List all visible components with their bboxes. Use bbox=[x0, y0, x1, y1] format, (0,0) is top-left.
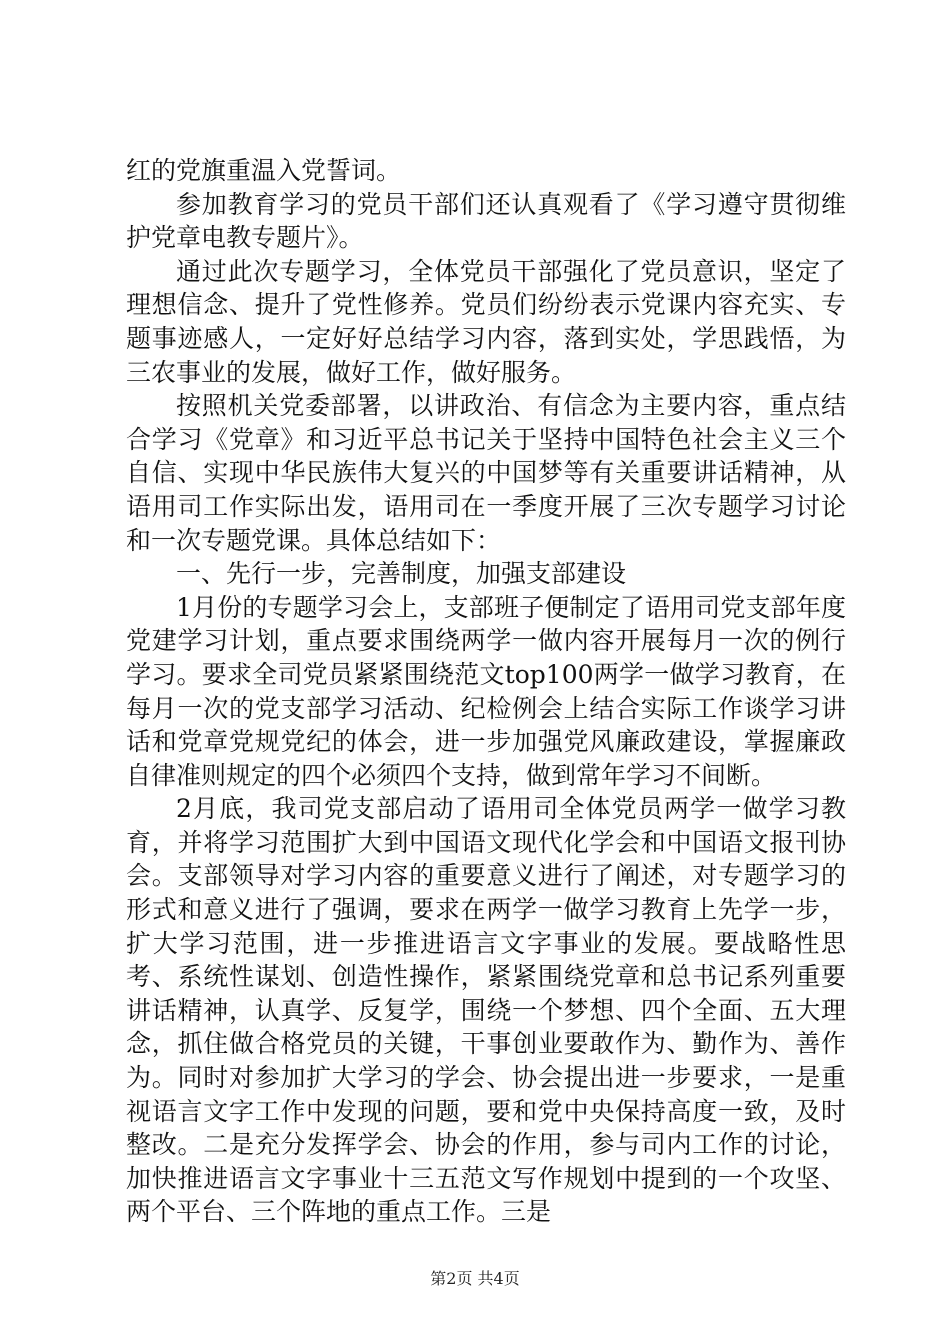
paragraph-2: 参加教育学习的党员干部们还认真观看了《学习遵守贯彻维护党章电教专题片》。 bbox=[126, 189, 846, 253]
document-body bbox=[126, 154, 846, 1229]
paragraph-3: 通过此次专题学习，全体党员干部强化了党员意识，坚定了理想信念、提升了党性修养。党员们纷纷表示党课内容充实、专题事迹感人，一定好好总结学习内容，落到实处，学思践悟，为三农事业的发展，做好工作，做好服务。 bbox=[126, 256, 846, 387]
paragraph-4: 按照机关党委部署，以讲政治、有信念为主要内容，重点结合学习《党章》和习近平总书记关于坚持中国特色社会主义三个自信、实现中华民族伟大复兴的中国梦等有关重要讲话精神，从语用司工作实际出发，语用司在一季度开展了三次专题学习讨论和一次专题党课。具体总结如下： bbox=[126, 391, 846, 555]
paragraph-1: 红的党旗重温入党誓词。 bbox=[126, 156, 402, 185]
section-heading: 一、先行一步，完善制度，加强支部建设 bbox=[176, 559, 627, 589]
paragraph-7: 2月底，我司党支部启动了语用司全体党员两学一做学习教育，并将学习范围扩大到中国语文现代化学会和中国语文报刊协会。支部领导对学习内容的重要意义进行了阐述，对专题学习的形式和意义进行了强调，要求在两学一做学习教育上先学一步，扩大学习范围，进一步推进语言文字事业的发展。要战略性思考、系统性谋划、创造性操作，紧紧围绕党章和总书记系列重要讲话精神，认真学、反复学，围绕一个梦想、四个全面、五大理念，抓住做合格党员的关键，干事创业要敢作为、勤作为、善作为。同时对参加扩大学习的学会、协会提出进一步要求，一是重视语言文字工作中发现的问题，要和党中央保持高度一致，及时整改。二是充分发挥学会、协会的作用，参与司内工作的讨论，加快推进语言文字事业十三五范文写作规划中提到的一个攻坚、两个平台、三个阵地的重点工作。三是 bbox=[126, 794, 846, 1227]
paragraph-6: 1月份的专题学习会上，支部班子便制定了语用司党支部年度党建学习计划，重点要求围绕两学一做内容开展每月一次的例行学习。要求全司党员紧紧围绕范文top100两学一做学习教育，在每月一次的党支部学习活动、纪检例会上结合实际工作谈学习讲话和党章党规党纪的体会，进一步加强党风廉政建设，掌握廉政自律准则规定的四个必须四个支持，做到常年学习不间断。 bbox=[126, 592, 846, 790]
page-number-footer: 第2页 共4页 bbox=[430, 1269, 520, 1288]
